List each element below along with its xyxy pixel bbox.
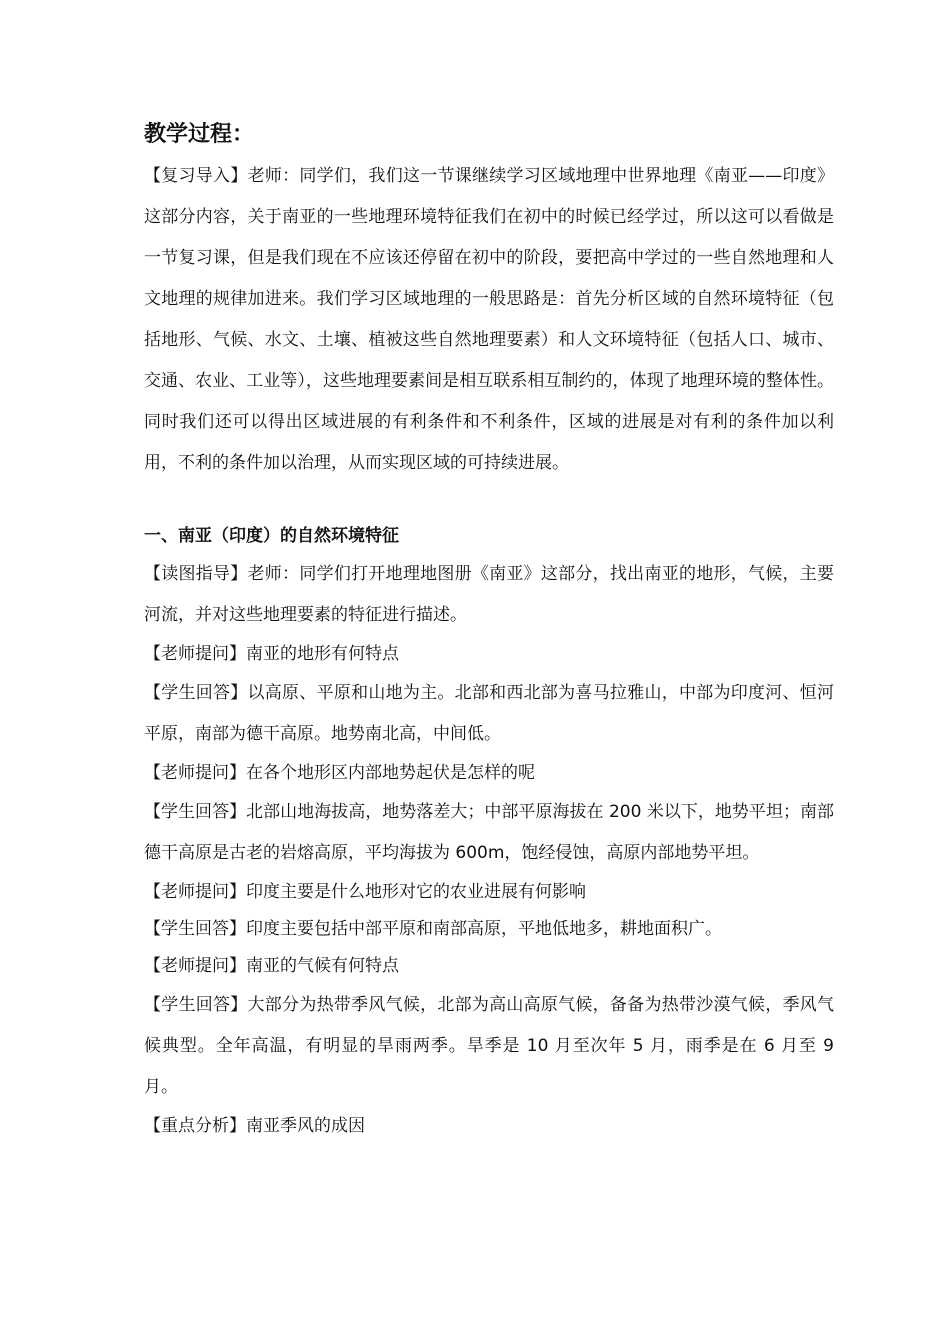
- qa-text: 大部分为热带季风气候，北部为高山高原气候，备备为热带沙漠气候，季风气候典型。全年高温，有明显的旱雨两季。旱季是 10 月至次年 5 月，雨季是在 6 月至 9 月。: [144, 995, 835, 1097]
- intro-tag: 【复习导入】: [144, 166, 248, 186]
- qa-tag: 【学生回答】: [144, 683, 248, 703]
- intro-paragraph: [144, 156, 834, 484]
- qa-tag: 【老师提问】: [144, 763, 246, 783]
- qa-item-teacher-question: [144, 948, 834, 985]
- qa-tag: 【老师提问】: [144, 644, 246, 664]
- qa-item-reading-guide: [144, 554, 834, 636]
- qa-tag: 【学生回答】: [144, 919, 246, 939]
- document-title: 教学过程：: [144, 122, 255, 147]
- qa-text: 以高原、平原和山地为主。北部和西北部为喜马拉雅山，中部为印度河、恒河平原，南部为德干高原。地势南北高，中间低。: [144, 683, 835, 744]
- qa-item-key-analysis: [144, 1108, 834, 1145]
- qa-text: 印度主要是什么地形对它的农业进展有何影响: [246, 882, 586, 902]
- qa-text: 南亚季风的成因: [246, 1116, 365, 1136]
- qa-text: 印度主要包括中部平原和南部高原，平地低地多，耕地面积广。: [246, 919, 722, 939]
- qa-text: 在各个地形区内部地势起伏是怎样的呢: [246, 763, 535, 783]
- qa-item-student-answer: [144, 673, 834, 755]
- qa-tag: 【老师提问】: [144, 882, 246, 902]
- qa-item-teacher-question: [144, 874, 834, 911]
- qa-text: 北部山地海拔高，地势落差大；中部平原海拔在 200 米以下，地势平坦；南部德干高原是古老的岩熔高原，平均海拔为 600m，饱经侵蚀，高原内部地势平坦。: [144, 802, 835, 863]
- qa-item-student-answer: [144, 985, 834, 1108]
- intro-text: 老师：同学们，我们这一节课继续学习区域地理中世界地理《南亚——印度》这部分内容，关于南亚的一些地理环境特征我们在初中的时候已经学过，所以这可以看做是一节复习课，但是我们现在不应该还停留在初中的阶段，要把高中学过的一些自然地理和人文地理的规律加进来。我们学习区域地理的一般思路是：首先分析区域的自然环境特征（包括地形、气候、水文、土壤、植被这些自然地理要素）和人文环境特征（包括人口、城市、交通、农业、工业等），这些地理要素间是相互联系相互制约的，体现了地理环境的整体性。同时我们还可以得出区域进展的有利条件和不利条件，区域的进展是对有利的条件加以利用，不利的条件加以治理，从而实现区域的可持续进展。: [144, 166, 835, 473]
- qa-tag: 【重点分析】: [144, 1116, 246, 1136]
- qa-text: 南亚的地形有何特点: [246, 644, 399, 664]
- qa-item-student-answer: [144, 911, 834, 948]
- qa-tag: 【老师提问】: [144, 956, 246, 976]
- qa-item-teacher-question: [144, 636, 834, 673]
- qa-text: 老师：同学们打开地理地图册《南亚》这部分，找出南亚的地形，气候，主要河流，并对这些地理要素的特征进行描述。: [144, 564, 835, 625]
- qa-text: 南亚的气候有何特点: [246, 956, 399, 976]
- qa-tag: 【学生回答】: [144, 802, 247, 822]
- qa-tag: 【学生回答】: [144, 995, 248, 1015]
- document-page: [144, 118, 834, 1145]
- qa-tag: 【读图指导】: [144, 564, 248, 584]
- qa-item-teacher-question: [144, 755, 834, 792]
- qa-item-student-answer: [144, 792, 834, 874]
- section-heading: 一、南亚（印度）的自然环境特征: [144, 526, 399, 546]
